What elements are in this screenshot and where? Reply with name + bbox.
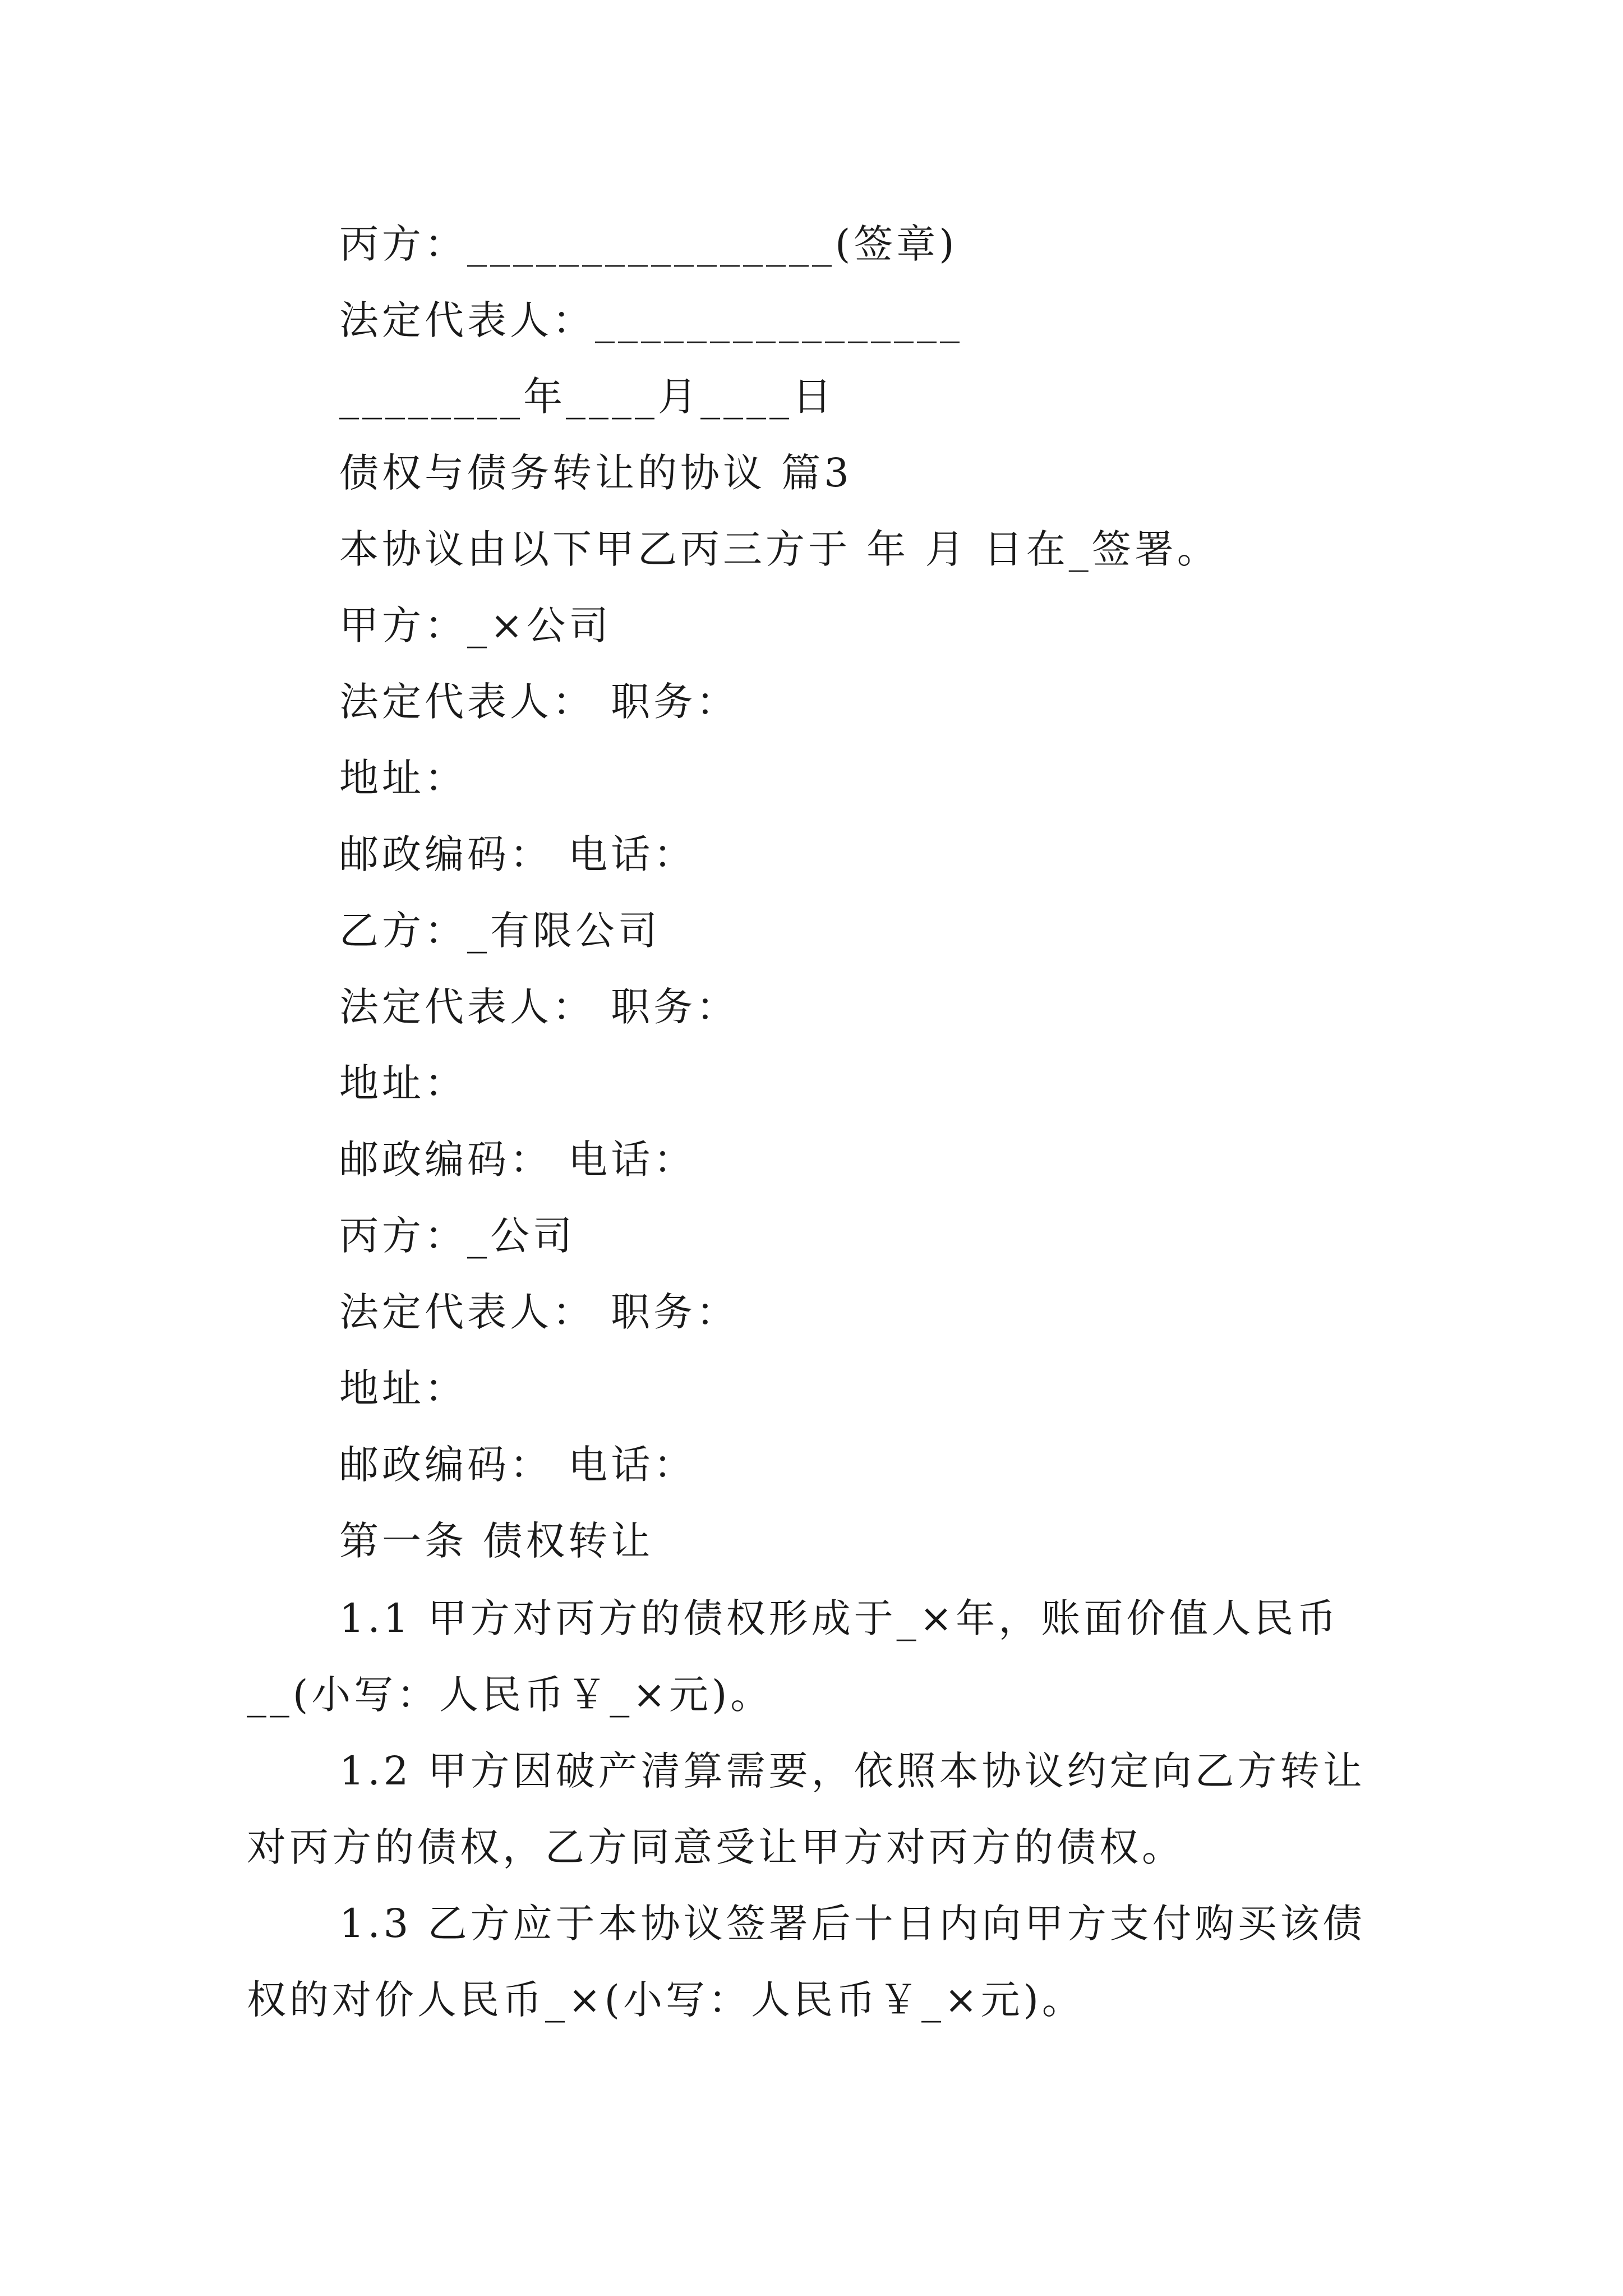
party-b-legal-rep: 法定代表人： 职务：: [339, 984, 739, 1030]
article-one-heading: 第一条 债权转让: [339, 1518, 654, 1564]
agreement-intro: 本协议由以下甲乙丙三方于 年 月 日在_签署。: [339, 526, 1220, 572]
party-c-name: 丙方：_公司: [339, 1213, 575, 1259]
party-c-signature-line: 丙方：________________(签章): [339, 221, 958, 267]
clause-1-3: 1.3 乙方应于本协议签署后十日内向甲方支付购买该债权的对价人民币_×(小写：人民币￥_×元)。: [247, 1901, 1366, 2023]
party-b-name: 乙方：_有限公司: [339, 908, 661, 954]
party-a-name: 甲方：_×公司: [339, 602, 612, 648]
party-a-address: 地址：: [339, 755, 467, 801]
section-title: 债权与债务转让的协议 篇3: [339, 450, 852, 496]
party-a-postal-phone: 邮政编码： 电话：: [339, 831, 697, 877]
party-c-address: 地址：: [339, 1365, 467, 1411]
clause-1-2: 1.2 甲方因破产清算需要，依照本协议约定向乙方转让对丙方的债权，乙方同意受让甲方对丙方的债权。: [247, 1748, 1366, 1870]
party-a-legal-rep: 法定代表人： 职务：: [339, 679, 739, 725]
date-line: ________年____月____日: [339, 374, 835, 420]
clause-1-1: 1.1 甲方对丙方的债权形成于_×年，账面价值人民币__(小写：人民币￥_×元)。: [247, 1595, 1340, 1718]
party-c-postal-phone: 邮政编码： 电话：: [339, 1442, 697, 1488]
party-b-postal-phone: 邮政编码： 电话：: [339, 1137, 697, 1182]
party-c-legal-rep: 法定代表人： 职务：: [339, 1289, 739, 1335]
legal-rep-signature-line: 法定代表人：________________: [339, 297, 963, 343]
party-b-address: 地址：: [339, 1060, 467, 1106]
